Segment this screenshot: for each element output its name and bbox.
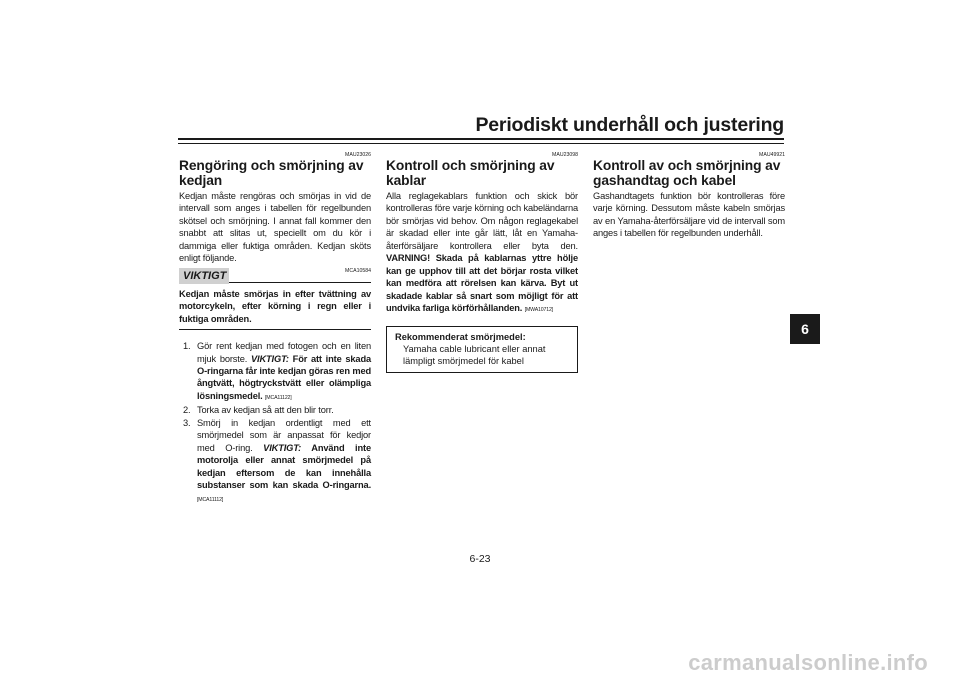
- lubricant-box: [386, 326, 578, 374]
- caution-code: [MCA11112]: [197, 496, 224, 503]
- warning-text: VARNING! Skada på kablarnas yttre hölje kan ge upphov till att det börjar rosta vilket kan medföra att rörelsen kan kärva. Byt ut skadade kablar så snart som möjligt för att undvika farliga körförhållanden.: [386, 253, 578, 314]
- step-text: Torka av kedjan så att den blir torr.: [197, 405, 334, 416]
- warning-code: [MWA10712]: [524, 307, 553, 314]
- section-code: MAU49921: [759, 152, 785, 158]
- list-item: [179, 340, 371, 404]
- caution-label: VIKTIGT:: [250, 353, 289, 364]
- step-number: 1.: [183, 341, 191, 352]
- notice-header: [179, 268, 371, 285]
- section-throttle-grip: [593, 152, 785, 240]
- section-heading: Rengöring och smörjning av kedjan: [179, 158, 364, 188]
- caution-text: Använd inte motorolja eller annat smörjmedel på kedjan eftersom de kan innehålla substanser som kan skada O-ringarna.: [197, 442, 371, 491]
- caution-text: För att inte skada O-ringarna får inte kedjan göras ren med ångtvätt, högtryckstvätt eller olämpliga lösningsmedel.: [197, 353, 371, 401]
- section-code: MAU23098: [552, 152, 578, 158]
- page-number: 6-23: [469, 553, 491, 565]
- caution-label: VIKTIGT:: [263, 442, 302, 453]
- section-body-text: Alla reglagekablars funktion och skick bör kontrolleras före varje körning och kabeländarna bör smörjas vid behov. Om någon reglagekabel är skadad eller inte går lätt, låt en Yamaha-återförsäljare kontrollera eller byta den.: [386, 191, 578, 251]
- header-rule-thin: [178, 143, 784, 144]
- notice-code: MCA10584: [345, 267, 371, 274]
- section-chain-cleaning: [179, 152, 371, 506]
- notice-box: [179, 268, 371, 330]
- step-text: Smörj in kedjan ordentligt med ett smörjmedel som är anpassat för kedjor med O-ring.: [197, 417, 371, 453]
- notice-label: VIKTIGT: [179, 268, 229, 284]
- notice-text: Kedjan måste smörjas in efter tvättning av motorcykeln, efter körning i regn eller i fuktiga områden.: [179, 288, 371, 324]
- section-body: Kedjan måste rengöras och smörjas in vid de intervall som anges i tabellen för regelbunden skötsel och smörjning. I annat fall kommer den snabbt att slitas ut, speciellt om du kör i dammiga eller fuktiga områden. Kedjan sköts enligt följande.: [179, 191, 371, 264]
- caution-code: [MCA11122]: [265, 394, 292, 401]
- list-item: [179, 417, 371, 506]
- section-body: Gashandtagets funktion bör kontrolleras före varje körning. Dessutom måste kabeln smörjas av en Yamaha-återförsäljare vid de intervall som anges i tabellen för regelbunden underhåll.: [593, 191, 785, 239]
- section-heading: Kontroll av och smörjning av gashandtag och kabel: [593, 158, 781, 188]
- step-number: 2.: [183, 405, 191, 416]
- header-rule-thick: [178, 138, 784, 140]
- list-item: [179, 404, 371, 416]
- section-body: [386, 190, 578, 317]
- section-heading: Kontroll och smörjning av kablar: [386, 158, 555, 188]
- lubricant-label: Rekommenderat smörjmedel:: [395, 331, 526, 342]
- step-text: Gör rent kedjan med fotogen och en liten mjuk borste.: [197, 341, 371, 364]
- section-code: MAU23026: [345, 152, 371, 158]
- lubricant-value: Yamaha cable lubricant eller annat lämpligt smörjmedel för kabel: [403, 343, 546, 366]
- notice-rule: [229, 282, 371, 283]
- step-number: 3.: [183, 417, 191, 428]
- steps-list: [179, 340, 371, 506]
- notice-bottom-rule: [179, 329, 371, 330]
- chapter-tab[interactable]: 6: [790, 314, 820, 344]
- watermark: carmanualsonline.info: [0, 651, 960, 679]
- section-cable-lubrication: [386, 152, 578, 373]
- page-title: Periodiskt underhåll och justering: [475, 114, 784, 136]
